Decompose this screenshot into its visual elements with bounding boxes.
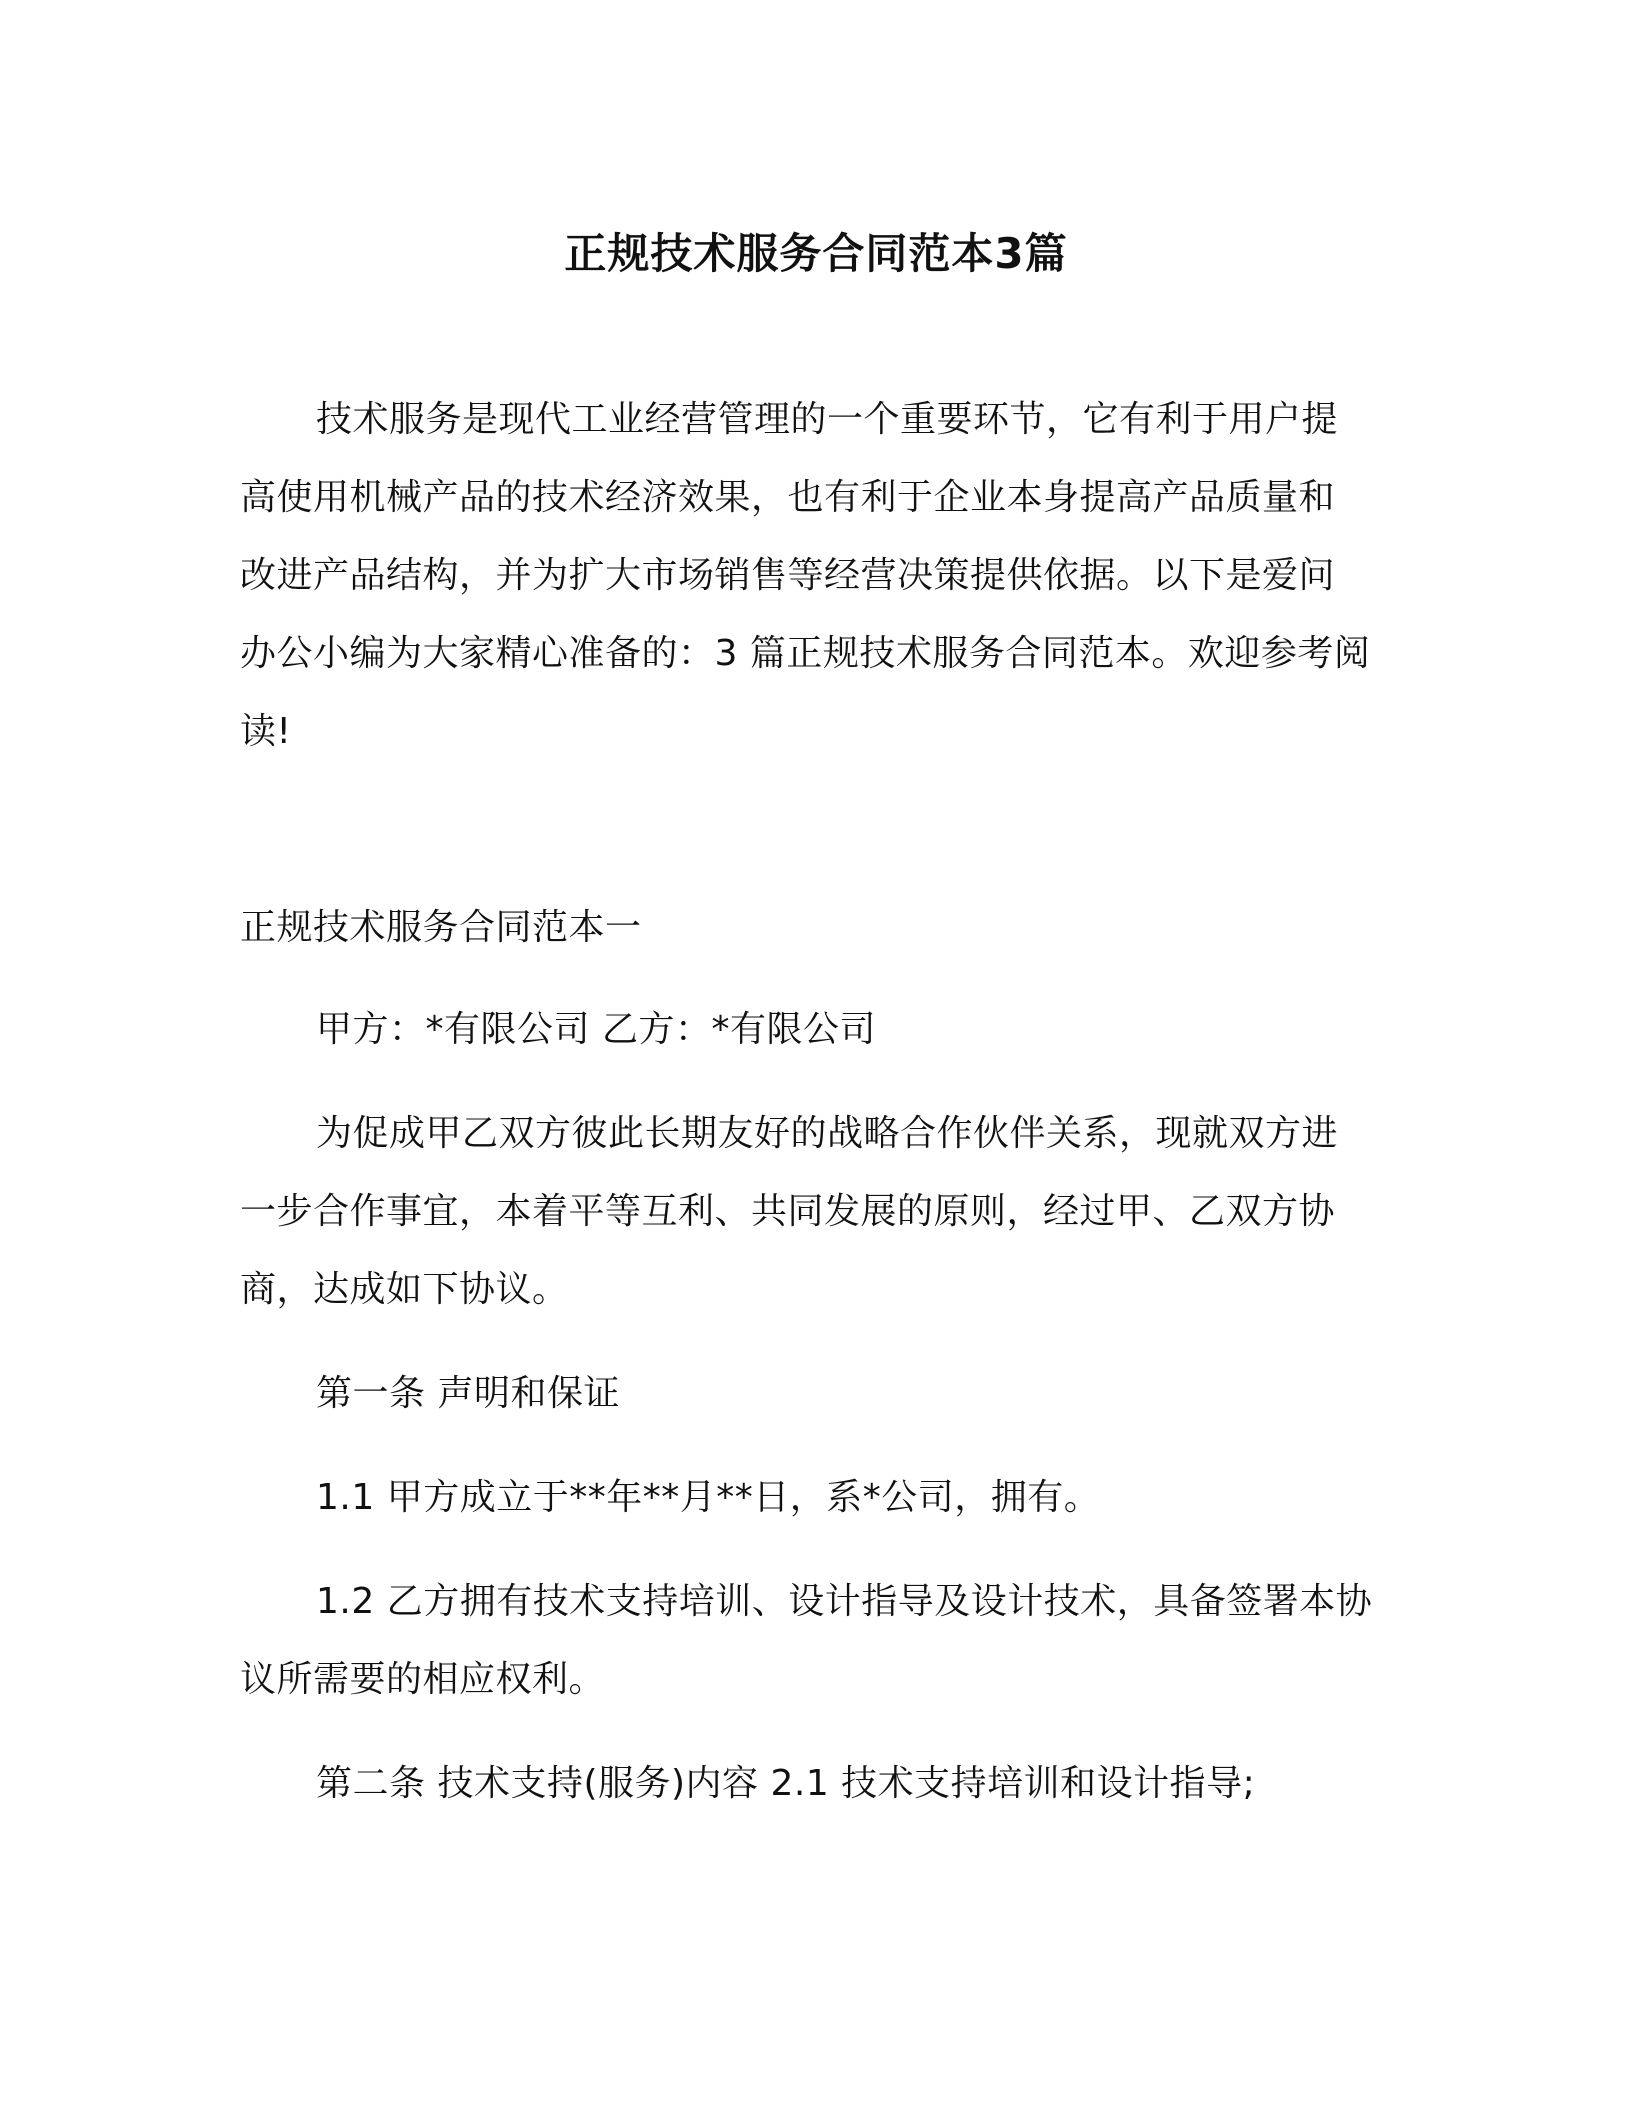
intro-line-5: 读!: [240, 711, 292, 752]
parties-line: 甲方：*有限公司 乙方：*有限公司: [316, 1009, 876, 1050]
intro-line-1: 技术服务是现代工业经营管理的一个重要环节，它有利于用户提: [316, 399, 1339, 440]
preamble-line-3: 商，达成如下协议。: [240, 1269, 569, 1310]
clause-1-1: 1.1 甲方成立于**年**月**日，系*公司，拥有。: [316, 1477, 1101, 1518]
preamble-line-1: 为促成甲乙双方彼此长期友好的战略合作伙伴关系，现就双方进: [316, 1113, 1339, 1154]
preamble-line-2: 一步合作事宜，本着平等互利、共同发展的原则，经过甲、乙双方协: [240, 1191, 1336, 1232]
clause-1-2-line-1: 1.2 乙方拥有技术支持培训、设计指导及设计技术，具备签署本协: [316, 1581, 1373, 1622]
clause-1-2-line-2: 议所需要的相应权利。: [240, 1659, 606, 1700]
document-title: 正规技术服务合同范本3篇: [564, 229, 1068, 278]
intro-line-4: 办公小编为大家精心准备的：3 篇正规技术服务合同范本。欢迎参考阅: [240, 633, 1371, 674]
article-1-heading: 第一条 声明和保证: [316, 1373, 620, 1414]
article-2-line: 第二条 技术支持(服务)内容 2.1 技术支持培训和设计指导;: [316, 1763, 1256, 1804]
intro-line-3: 改进产品结构，并为扩大市场销售等经营决策提供依据。以下是爱问: [240, 555, 1336, 596]
section-heading: 正规技术服务合同范本一: [240, 907, 642, 948]
intro-line-2: 高使用机械产品的技术经济效果，也有利于企业本身提高产品质量和: [240, 477, 1336, 518]
